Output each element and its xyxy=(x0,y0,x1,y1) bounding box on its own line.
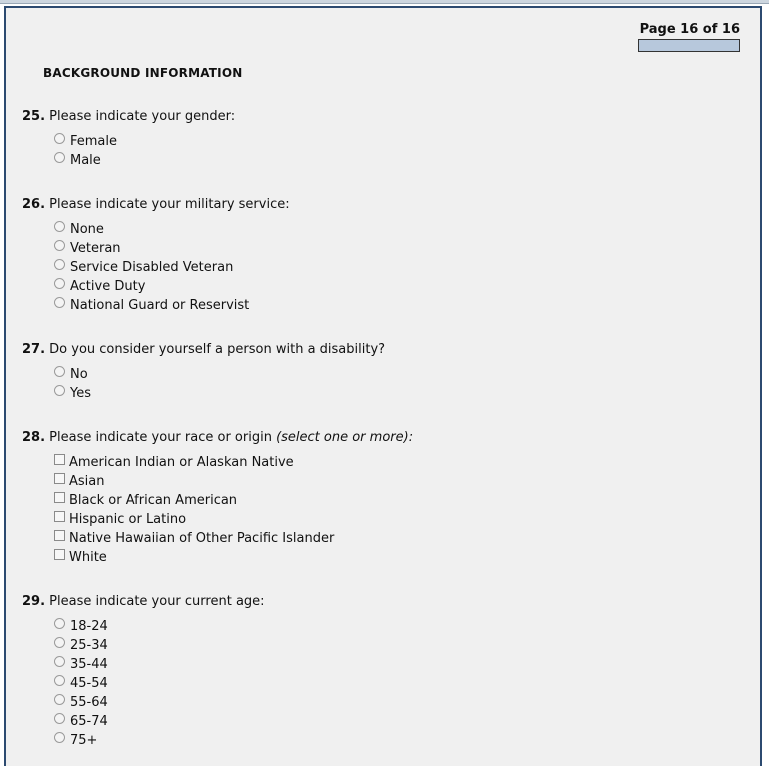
option-label: American Indian or Alaskan Native xyxy=(69,455,294,470)
radio-button[interactable] xyxy=(54,637,65,648)
option-service-disabled-veteran[interactable] xyxy=(54,258,249,277)
option-label: None xyxy=(70,222,104,237)
question-number: 27. xyxy=(22,342,46,357)
question-26 xyxy=(22,197,290,212)
option-label: No xyxy=(70,367,88,382)
checkbox[interactable] xyxy=(54,511,65,522)
question-note: (select one or more): xyxy=(276,430,414,445)
option-label: White xyxy=(69,550,107,565)
option-female[interactable] xyxy=(54,132,117,151)
option-age-18-24[interactable] xyxy=(54,617,108,636)
question-number: 29. xyxy=(22,594,46,609)
question-text: Please indicate your race or origin xyxy=(49,430,277,445)
progress-indicator xyxy=(638,22,740,52)
radio-button[interactable] xyxy=(54,152,65,163)
radio-button[interactable] xyxy=(54,713,65,724)
race-options xyxy=(54,453,334,567)
option-label: Asian xyxy=(69,474,105,489)
checkbox[interactable] xyxy=(54,492,65,503)
radio-button[interactable] xyxy=(54,221,65,232)
question-text: Please indicate your military service: xyxy=(49,197,290,212)
option-native-hawaiian[interactable] xyxy=(54,529,334,548)
option-label: Service Disabled Veteran xyxy=(70,260,234,275)
option-label: 45-54 xyxy=(70,676,108,691)
option-no[interactable] xyxy=(54,365,91,384)
radio-button[interactable] xyxy=(54,385,65,396)
option-american-indian[interactable] xyxy=(54,453,334,472)
option-white[interactable] xyxy=(54,548,334,567)
option-label: 75+ xyxy=(70,733,98,748)
option-age-25-34[interactable] xyxy=(54,636,108,655)
radio-button[interactable] xyxy=(54,297,65,308)
radio-button[interactable] xyxy=(54,732,65,743)
option-age-65-74[interactable] xyxy=(54,712,108,731)
option-national-guard[interactable] xyxy=(54,296,249,315)
option-label: 35-44 xyxy=(70,657,108,672)
option-label: National Guard or Reservist xyxy=(70,298,250,313)
option-asian[interactable] xyxy=(54,472,334,491)
checkbox[interactable] xyxy=(54,530,65,541)
option-label: Black or African American xyxy=(69,493,238,508)
question-27 xyxy=(22,342,385,357)
disability-options xyxy=(54,365,91,403)
question-number: 28. xyxy=(22,430,46,445)
age-options xyxy=(54,617,108,750)
option-label: 65-74 xyxy=(70,714,108,729)
question-text: Do you consider yourself a person with a disability? xyxy=(49,342,386,357)
option-age-45-54[interactable] xyxy=(54,674,108,693)
checkbox[interactable] xyxy=(54,454,65,465)
survey-panel xyxy=(4,6,762,766)
radio-button[interactable] xyxy=(54,675,65,686)
option-label: Veteran xyxy=(70,241,121,256)
progress-fill xyxy=(639,40,739,51)
checkbox[interactable] xyxy=(54,473,65,484)
option-yes[interactable] xyxy=(54,384,91,403)
radio-button[interactable] xyxy=(54,133,65,144)
radio-button[interactable] xyxy=(54,656,65,667)
question-28 xyxy=(22,430,413,445)
military-options xyxy=(54,220,249,315)
question-text: Please indicate your gender: xyxy=(49,109,236,124)
option-hispanic[interactable] xyxy=(54,510,334,529)
gender-options xyxy=(54,132,117,170)
option-label: Male xyxy=(70,153,101,168)
radio-button[interactable] xyxy=(54,278,65,289)
option-black[interactable] xyxy=(54,491,334,510)
question-number: 26. xyxy=(22,197,46,212)
option-none[interactable] xyxy=(54,220,249,239)
progress-bar xyxy=(638,39,740,52)
option-veteran[interactable] xyxy=(54,239,249,258)
option-age-35-44[interactable] xyxy=(54,655,108,674)
page-counter: Page 16 of 16 xyxy=(639,22,740,37)
option-label: 55-64 xyxy=(70,695,108,710)
question-29 xyxy=(22,594,265,609)
checkbox[interactable] xyxy=(54,549,65,560)
option-age-55-64[interactable] xyxy=(54,693,108,712)
radio-button[interactable] xyxy=(54,259,65,270)
option-label: Native Hawaiian of Other Pacific Islander xyxy=(69,531,335,546)
option-label: Female xyxy=(70,134,118,149)
top-border xyxy=(0,0,769,4)
option-label: Active Duty xyxy=(70,279,146,294)
question-number: 25. xyxy=(22,109,46,124)
option-age-75-plus[interactable] xyxy=(54,731,108,750)
radio-button[interactable] xyxy=(54,694,65,705)
radio-button[interactable] xyxy=(54,618,65,629)
radio-button[interactable] xyxy=(54,366,65,377)
question-25 xyxy=(22,109,235,124)
option-male[interactable] xyxy=(54,151,117,170)
option-label: Yes xyxy=(70,386,91,401)
radio-button[interactable] xyxy=(54,240,65,251)
option-label: 18-24 xyxy=(70,619,108,634)
section-title: BACKGROUND INFORMATION xyxy=(43,66,243,80)
option-active-duty[interactable] xyxy=(54,277,249,296)
option-label: 25-34 xyxy=(70,638,108,653)
option-label: Hispanic or Latino xyxy=(69,512,187,527)
question-text: Please indicate your current age: xyxy=(49,594,265,609)
